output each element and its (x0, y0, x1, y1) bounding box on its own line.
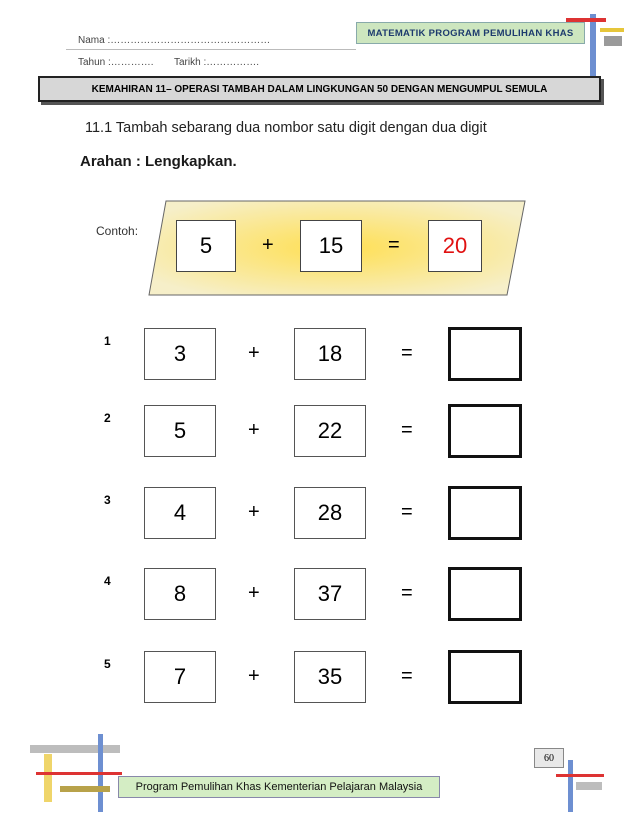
tarikh-field: Tarikh :……………. (174, 57, 260, 68)
question-addend-b: 37 (294, 568, 366, 620)
tahun-field: Tahun :…………. (78, 57, 154, 68)
question-number: 4 (104, 574, 111, 588)
question-addend-a: 3 (144, 328, 216, 380)
nama-field: Nama :………………………………………… (78, 35, 271, 46)
question-addend-a: 4 (144, 487, 216, 539)
decor-bottom-right-blue (568, 760, 573, 812)
answer-box[interactable] (448, 404, 522, 458)
example-answer: 20 (428, 220, 482, 272)
question-number: 5 (104, 657, 111, 671)
question-plus: + (248, 419, 260, 441)
skill-title: KEMAHIRAN 11– OPERASI TAMBAH DALAM LINGKUNGAN 50 DENGAN MENGUMPUL SEMULA (38, 76, 601, 102)
question-plus: + (248, 582, 260, 604)
question-number: 3 (104, 493, 111, 507)
decor-bottom-right-grey (576, 782, 602, 790)
decor-bottom-right-red (556, 774, 604, 777)
question-equals: = (401, 501, 413, 523)
decor-bottom-left-yellow (44, 754, 52, 802)
question-addend-a: 8 (144, 568, 216, 620)
decor-bottom-left-red (36, 772, 122, 775)
answer-box[interactable] (448, 327, 522, 381)
page-number: 60 (534, 748, 564, 768)
question-equals: = (401, 582, 413, 604)
example-addend-b: 15 (300, 220, 362, 272)
question-plus: + (248, 342, 260, 364)
example-addend-a: 5 (176, 220, 236, 272)
question-number: 1 (104, 334, 111, 348)
question-addend-a: 5 (144, 405, 216, 457)
example-equals: = (388, 234, 400, 256)
subtitle: 11.1 Tambah sebarang dua nombor satu digit dengan dua digit (85, 120, 487, 136)
decor-bottom-left-grey (30, 745, 120, 753)
answer-box[interactable] (448, 650, 522, 704)
question-equals: = (401, 665, 413, 687)
question-equals: = (401, 419, 413, 441)
example-plus: + (262, 234, 274, 256)
header-rule (66, 49, 356, 50)
decor-bar-yellow (600, 28, 624, 32)
question-equals: = (401, 342, 413, 364)
question-addend-b: 35 (294, 651, 366, 703)
question-number: 2 (104, 411, 111, 425)
instruction: Arahan : Lengkapkan. (80, 153, 237, 170)
footer-banner: Program Pemulihan Khas Kementerian Pelajaran Malaysia (118, 776, 440, 798)
question-plus: + (248, 665, 260, 687)
decor-bar-grey (604, 36, 622, 46)
question-addend-b: 18 (294, 328, 366, 380)
question-addend-a: 7 (144, 651, 216, 703)
decor-bottom-left-olive (60, 786, 110, 792)
decor-bar-blue (590, 14, 596, 84)
example-label: Contoh: (96, 224, 139, 238)
answer-box[interactable] (448, 567, 522, 621)
question-addend-b: 28 (294, 487, 366, 539)
question-addend-b: 22 (294, 405, 366, 457)
program-banner: MATEMATIK PROGRAM PEMULIHAN KHAS (356, 22, 585, 44)
answer-box[interactable] (448, 486, 522, 540)
question-plus: + (248, 501, 260, 523)
